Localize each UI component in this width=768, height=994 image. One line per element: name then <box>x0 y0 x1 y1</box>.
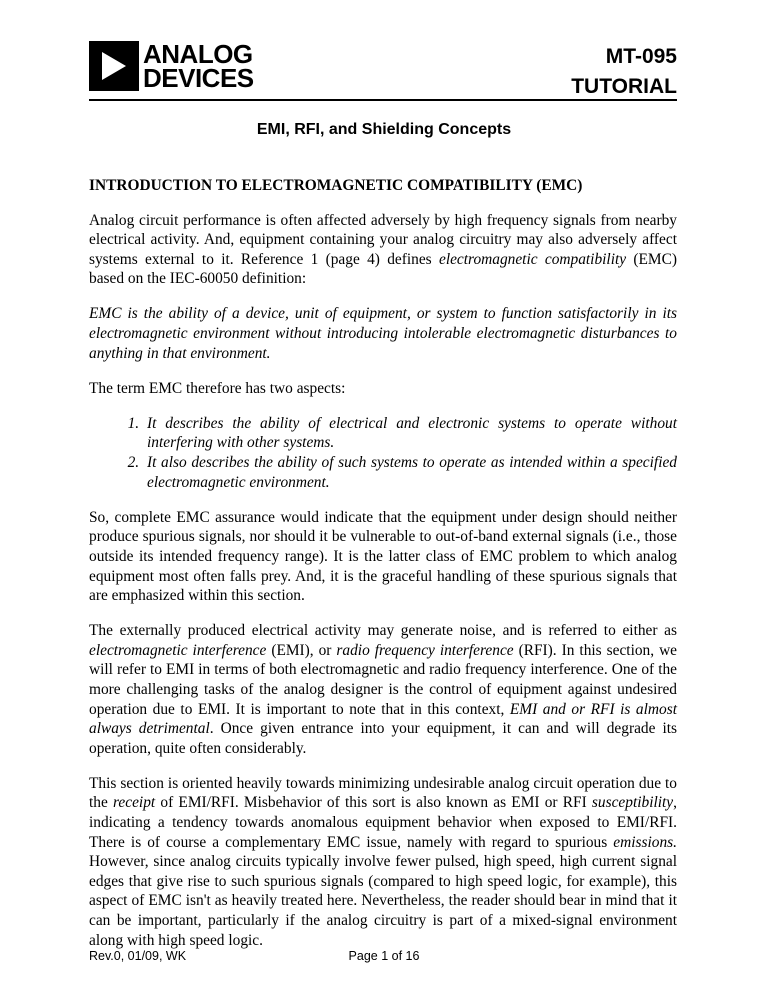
text-run: The externally produced electrical activity may generate noise, and is referred to either as <box>89 622 677 640</box>
analog-devices-logo <box>89 41 254 91</box>
aspects-list <box>89 414 677 492</box>
footer-page-number: Page 1 of 16 <box>348 949 420 963</box>
footer-revision: Rev.0, 01/09, WK <box>89 949 187 963</box>
document-body <box>89 176 677 966</box>
text-run: (EMI), or <box>266 641 337 659</box>
section-heading: INTRODUCTION TO ELECTROMAGNETIC COMPATIBILITY (EMC) <box>89 177 583 194</box>
text-run: , indicating a tendency towards anomalous equipment behavior when exposed to EMI/RFI. There is of course a complementary EMC issue, namely with regard to spurious <box>89 794 677 851</box>
emphasis: electromagnetic interference <box>89 641 267 659</box>
logo-wordmark <box>143 39 254 93</box>
emphasis: EMI and or RFI is almost always detrimental <box>89 700 677 738</box>
doc-number: MT-095 <box>605 45 677 68</box>
text-run: Analog circuit performance is often affected adversely by high frequency signals from nearby electrical activity. And, equipment containing your analog circuitry may also adversely affect systems external to it. Reference 1 (page 4) defines <box>89 211 677 268</box>
list-item: 2. It also describes the ability of such systems to operate as intended within a specified electromagnetic environment. <box>143 453 677 492</box>
text-run: . Once given entrance into your equipment, it can and will degrade its operation, quite often considerably. <box>89 720 678 757</box>
page-title: EMI, RFI, and Shielding Concepts <box>256 121 512 138</box>
emphasis: radio frequency interference <box>336 641 514 659</box>
paragraph-aspects-intro: The term EMC therefore has two aspects: <box>89 379 346 397</box>
doc-type: TUTORIAL <box>571 75 677 98</box>
list-item: 1. It describes the ability of electrical and electronic systems to operate without interfering with other systems. <box>143 414 677 453</box>
emc-definition: EMC is the ability of a device, unit of equipment, or system to function satisfactorily in its electromagnetic environment without introducing intolerable electromagnetic disturbances to anything in that environment. <box>89 305 677 362</box>
paragraph-emc-assurance: So, complete EMC assurance would indicate that the equipment under design should neither produce spurious signals, nor should it be vulnerable to out-of-band external signals (i.e., those outside its intended frequency range). It is the latter class of EMC problem to which analog equipment most often falls prey. And, it is the graceful handling of these spurious signals that are emphasized within this section. <box>89 508 677 605</box>
text-run: This section is oriented heavily towards minimizing undesirable analog circuit operation due to the <box>89 774 677 812</box>
text-run: However, since analog circuits typically involve fewer pulsed, high speed, high current signal edges that give rise to such spurious signals (compared to high speed logic, for example), this aspect of EMC isn't as heavily treated here. Nevertheless, the reader should bear in mind that it can be important, particularly if the analog circuitry is part of a mixed-signal environment along with high speed logic. <box>89 853 677 949</box>
header-divider <box>89 99 677 101</box>
logo-line-1: ANALOG <box>143 39 253 69</box>
emphasis: receipt <box>113 794 156 812</box>
document-id <box>571 42 677 102</box>
text-run: (EMC) based on the IEC-60050 definition: <box>89 250 678 288</box>
emphasis: susceptibility <box>591 794 674 812</box>
logo-line-2: DEVICES <box>143 63 254 93</box>
text-run: (RFI). In this section, we will refer to EMI in terms of both electromagnetic and radio frequency interference. One of the more challenging tasks of the analog designer is the control of equipment against undesired operation due to EMI. It is important to note that in this context, <box>89 641 678 718</box>
paragraph-susceptibility <box>89 774 677 950</box>
text-run: of EMI/RFI. Misbehavior of this sort is also known as EMI or RFI <box>155 794 592 812</box>
logo-triangle-icon <box>89 41 139 91</box>
paragraph-intro <box>89 211 677 289</box>
emphasis: electromagnetic compatibility <box>438 250 627 268</box>
paragraph-emi-rfi <box>89 621 677 758</box>
emphasis: emissions. <box>613 833 677 851</box>
